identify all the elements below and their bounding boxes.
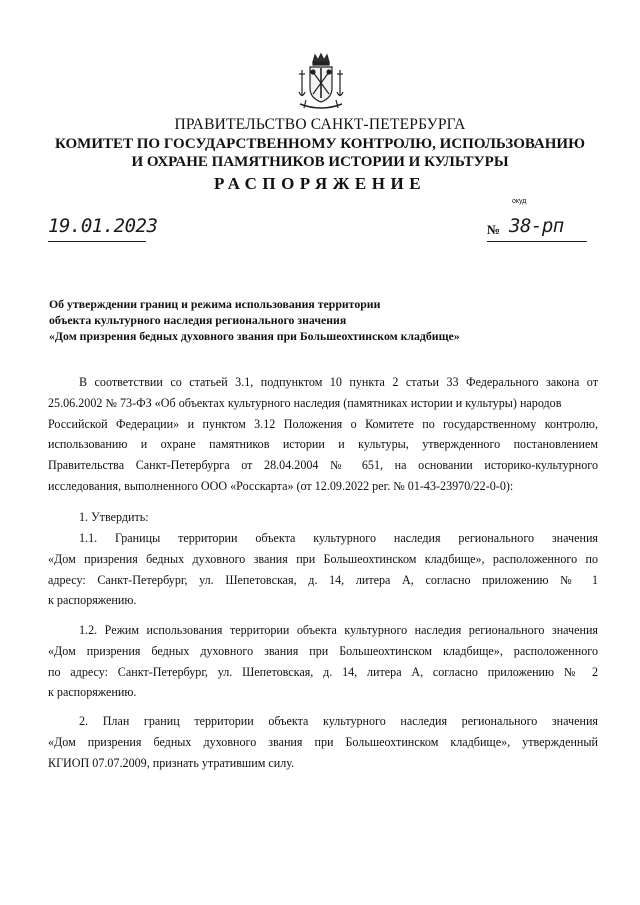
subject-line: объекта культурного наследия регионального значения	[49, 313, 347, 327]
text-line: 25.06.2002 № 73-ФЗ «Об объектах культурного наследия (памятниках истории и культуры) народов	[48, 395, 562, 410]
text-line: использованию и охране памятников истории и культуры, утвержденного постановлением	[48, 437, 598, 452]
text-line: 2. План границ территории объекта культурного наследия регионального значения	[79, 714, 598, 728]
committee-title-line-2: И ОХРАНЕ ПАМЯТНИКОВ ИСТОРИИ И КУЛЬТУРЫ	[131, 154, 509, 170]
text-line: по адресу: Санкт-Петербург, ул. Шепетовская, д. 14, литера А, согласно приложению № 2	[48, 664, 598, 679]
text-line: адресу: Санкт-Петербург, ул. Шепетовская, д. 14, литера А, согласно приложению № 1	[48, 572, 598, 587]
text-line: Правительства Санкт-Петербурга от 28.04.2004 № 651, на основании историко-культурного	[48, 458, 598, 473]
paragraph-approve	[48, 507, 598, 528]
government-title: ПРАВИТЕЛЬСТВО САНКТ-ПЕТЕРБУРГА	[174, 116, 466, 133]
paragraph-preamble	[48, 372, 598, 497]
text-line: 1. Утвердить:	[79, 510, 149, 524]
text-line: «Дом призрения бедных духовного звания при Большеохтинском кладбище», расположенного	[48, 643, 598, 658]
text-line: к распоряжению.	[48, 593, 137, 608]
document-type-title: РАСПОРЯЖЕНИЕ	[213, 174, 427, 193]
paragraph-1-1	[48, 528, 598, 611]
date-field	[48, 215, 158, 242]
text-line: к распоряжению.	[48, 685, 137, 700]
subject-line: «Дом призрения бедных духовного звания при Большеохтинском кладбище»	[49, 329, 460, 343]
text-line: Российской Федерации» и пунктом 3.12 Положения о Комитете по государственному контролю,	[48, 416, 598, 431]
text-line: исследования, выполненного ООО «Росскарта» (от 12.09.2022 рег. № 01-43-23970/22-0-0):	[48, 478, 514, 493]
text-line: «Дом призрения бедных духовного звания при Большеохтинском кладбище», утвержденный	[48, 734, 598, 749]
number-sign: №	[487, 222, 501, 237]
text-line: 1.2. Режим использования территории объекта культурного наследия регионального значения	[79, 623, 598, 637]
committee-title-line-1: КОМИТЕТ ПО ГОСУДАРСТВЕННОМУ КОНТРОЛЮ, ИСПОЛЬЗОВАНИЮ	[55, 136, 585, 152]
okud-label: окуд	[512, 198, 527, 205]
paragraph-2	[48, 711, 598, 773]
text-line: 1.1. Границы территории объекта культурного наследия регионального значения	[79, 531, 598, 545]
handwritten-number: 38-рп	[509, 215, 564, 237]
text-line: КГИОП 07.07.2009, признать утратившим силу.	[48, 755, 295, 770]
text-line: В соответствии со статьей 3.1, подпунктом 10 пункта 2 статьи 33 Федерального закона от	[79, 375, 598, 389]
subject-line: Об утверждении границ и режима использования территории	[49, 297, 381, 311]
paragraph-1-2	[48, 620, 598, 703]
text-line: «Дом призрения бедных духовного звания при Большеохтинском кладбище», расположенного по	[48, 551, 598, 566]
document-subject	[49, 296, 460, 344]
handwritten-date: 19.01.2023	[48, 215, 158, 237]
coat-of-arms-icon	[296, 52, 346, 114]
document-number-field	[487, 216, 587, 242]
